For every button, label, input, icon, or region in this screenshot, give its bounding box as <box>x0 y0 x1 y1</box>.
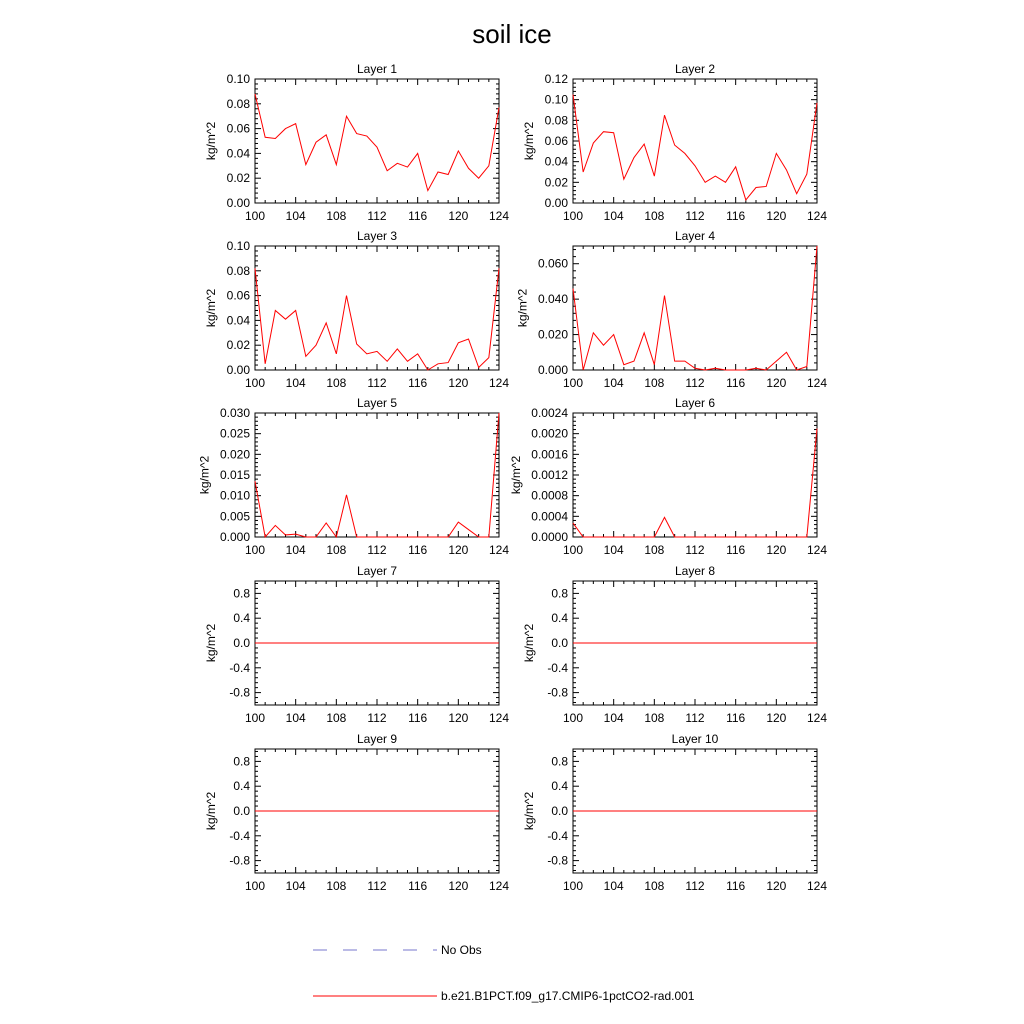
x-tick-label: 108 <box>326 209 347 223</box>
y-tick-label: -0.4 <box>547 660 568 675</box>
x-tick-label: 112 <box>367 711 387 725</box>
x-tick-label: 112 <box>367 879 387 893</box>
x-tick-label: 108 <box>326 879 347 893</box>
x-tick-label: 120 <box>448 711 469 725</box>
x-tick-label: 104 <box>285 543 306 557</box>
y-tick-label: 0.0 <box>551 804 568 818</box>
x-tick-label: 112 <box>367 543 387 557</box>
x-tick-label: 104 <box>285 879 306 893</box>
x-tick-label: 100 <box>244 376 266 390</box>
y-tick-label: 0.08 <box>544 113 568 128</box>
plot-frame <box>255 79 499 203</box>
x-tick-label: 104 <box>603 209 624 223</box>
x-tick-label: 100 <box>244 879 266 893</box>
series-line <box>573 429 817 538</box>
y-tick-label: 0.04 <box>226 146 250 161</box>
x-tick-label: 120 <box>448 879 469 893</box>
x-tick-label: 104 <box>285 209 306 223</box>
plot-frame <box>573 246 817 370</box>
y-tick-label: 0.08 <box>226 96 250 111</box>
y-tick-label: 0.0008 <box>531 488 568 503</box>
x-tick-label: 124 <box>806 376 828 390</box>
x-tick-label: 120 <box>766 543 787 557</box>
panel-title: Layer 5 <box>356 396 398 410</box>
panel-layer-9 <box>204 732 509 893</box>
plot-frame <box>573 413 817 537</box>
y-axis-label: kg/m^2 <box>197 455 212 495</box>
panel-layer-2 <box>522 62 827 223</box>
panel-title: Layer 4 <box>674 229 716 243</box>
x-tick-label: 112 <box>685 711 705 725</box>
panel-grid <box>198 62 828 893</box>
y-tick-label: 0.0020 <box>531 426 568 441</box>
y-tick-label: 0.000 <box>537 363 568 377</box>
y-tick-label: 0.025 <box>219 426 250 441</box>
x-tick-label: 108 <box>644 879 665 893</box>
x-tick-label: 120 <box>766 711 787 725</box>
y-tick-label: 0.00 <box>226 363 250 377</box>
y-tick-label: 0.040 <box>537 292 568 307</box>
legend <box>313 943 695 1003</box>
x-tick-label: 108 <box>326 543 347 557</box>
panel-layer-8 <box>522 564 827 725</box>
x-tick-label: 116 <box>408 711 428 725</box>
x-tick-label: 108 <box>326 376 347 390</box>
x-tick-label: 100 <box>562 209 584 223</box>
y-tick-label: -0.8 <box>229 853 250 868</box>
x-tick-label: 108 <box>644 376 665 390</box>
y-tick-label: 0.0 <box>233 636 250 650</box>
y-tick-label: 0.020 <box>219 447 250 462</box>
y-tick-label: 0.0024 <box>531 406 568 420</box>
y-tick-label: 0.005 <box>219 509 250 524</box>
y-tick-label: 0.000 <box>219 530 250 544</box>
legend-no-obs-label: No Obs <box>441 943 482 957</box>
panel-layer-1 <box>204 62 509 223</box>
y-tick-label: 0.015 <box>219 468 250 482</box>
y-tick-label: -0.8 <box>547 685 568 700</box>
y-tick-label: 0.4 <box>551 779 568 794</box>
x-tick-label: 116 <box>408 209 428 223</box>
x-tick-label: 124 <box>488 209 510 223</box>
y-tick-label: 0.4 <box>233 779 250 794</box>
y-tick-label: 0.0000 <box>531 530 568 544</box>
x-tick-label: 124 <box>806 543 828 557</box>
x-tick-label: 116 <box>726 879 746 893</box>
y-tick-label: 0.8 <box>233 754 250 769</box>
series-line <box>573 246 817 370</box>
panel-layer-3 <box>204 229 509 390</box>
x-tick-label: 104 <box>603 711 624 725</box>
x-tick-label: 124 <box>488 543 510 557</box>
panel-title: Layer 8 <box>674 564 716 578</box>
x-tick-label: 124 <box>806 711 828 725</box>
y-axis-label: kg/m^2 <box>522 121 537 161</box>
x-tick-label: 124 <box>806 209 828 223</box>
x-tick-label: 112 <box>685 543 705 557</box>
panel-title: Layer 2 <box>674 62 716 76</box>
y-tick-label: 0.02 <box>544 175 568 190</box>
panel-layer-4 <box>516 229 828 390</box>
x-tick-label: 100 <box>244 543 266 557</box>
x-tick-label: 108 <box>644 209 665 223</box>
plot-frame <box>573 79 817 203</box>
panel-title: Layer 7 <box>356 564 398 578</box>
x-tick-label: 112 <box>685 209 705 223</box>
x-tick-label: 116 <box>408 543 428 557</box>
x-tick-label: 108 <box>644 711 665 725</box>
x-tick-label: 112 <box>685 376 705 390</box>
x-tick-label: 100 <box>562 376 584 390</box>
x-tick-label: 116 <box>726 711 746 725</box>
legend-model-run-label: b.e21.B1PCT.f09_g17.CMIP6-1pctCO2-rad.001 <box>441 989 695 1003</box>
y-tick-label: 0.8 <box>551 754 568 769</box>
x-tick-label: 104 <box>603 879 624 893</box>
series-line <box>573 95 817 200</box>
x-tick-label: 100 <box>562 879 584 893</box>
y-tick-label: 0.10 <box>226 239 250 253</box>
x-tick-label: 104 <box>285 711 306 725</box>
x-tick-label: 100 <box>244 711 266 725</box>
x-tick-label: 112 <box>685 879 705 893</box>
x-tick-label: 104 <box>285 376 306 390</box>
x-tick-label: 124 <box>806 879 828 893</box>
y-tick-label: 0.06 <box>226 288 250 303</box>
y-axis-label: kg/m^2 <box>204 121 219 161</box>
y-tick-label: 0.06 <box>226 121 250 136</box>
y-tick-label: 0.020 <box>537 327 568 342</box>
x-tick-label: 100 <box>244 209 266 223</box>
y-tick-label: 0.8 <box>551 586 568 601</box>
x-tick-label: 120 <box>448 376 469 390</box>
y-axis-label: kg/m^2 <box>522 623 537 663</box>
panel-title: Layer 10 <box>671 732 719 746</box>
y-tick-label: 0.04 <box>226 313 250 328</box>
panel-title: Layer 3 <box>356 229 398 243</box>
x-tick-label: 108 <box>326 711 347 725</box>
x-tick-label: 120 <box>766 879 787 893</box>
y-tick-label: 0.12 <box>544 72 568 86</box>
y-tick-label: 0.010 <box>219 488 250 503</box>
x-tick-label: 108 <box>644 543 665 557</box>
x-tick-label: 120 <box>766 209 787 223</box>
y-tick-label: 0.060 <box>537 256 568 271</box>
y-tick-label: -0.4 <box>229 660 250 675</box>
y-tick-label: 0.0012 <box>531 468 568 482</box>
x-tick-label: 116 <box>726 209 746 223</box>
y-tick-label: 0.02 <box>226 338 250 353</box>
y-tick-label: 0.0004 <box>531 509 568 524</box>
panel-layer-10 <box>522 732 827 893</box>
panel-title: Layer 9 <box>356 732 398 746</box>
y-tick-label: -0.8 <box>547 853 568 868</box>
y-tick-label: 0.8 <box>233 586 250 601</box>
panel-title: Layer 1 <box>356 62 398 76</box>
y-axis-label: kg/m^2 <box>204 288 219 328</box>
y-axis-label: kg/m^2 <box>508 455 523 495</box>
x-tick-label: 104 <box>603 376 624 390</box>
x-tick-label: 120 <box>448 543 469 557</box>
y-axis-label: kg/m^2 <box>515 288 530 328</box>
x-tick-label: 116 <box>726 376 746 390</box>
x-tick-label: 104 <box>603 543 624 557</box>
plot-frame <box>255 413 499 537</box>
x-tick-label: 116 <box>408 376 428 390</box>
y-tick-label: 0.04 <box>544 154 568 169</box>
y-axis-label: kg/m^2 <box>204 623 219 663</box>
series-line <box>255 94 499 191</box>
y-tick-label: -0.4 <box>547 828 568 843</box>
panel-layer-5 <box>198 396 510 557</box>
x-tick-label: 124 <box>488 711 510 725</box>
y-tick-label: 0.4 <box>233 611 250 626</box>
panel-layer-7 <box>204 564 509 725</box>
y-tick-label: 0.10 <box>544 92 568 107</box>
y-tick-label: 0.10 <box>226 72 250 86</box>
x-tick-label: 116 <box>408 879 428 893</box>
y-axis-label: kg/m^2 <box>204 791 219 831</box>
x-tick-label: 120 <box>448 209 469 223</box>
y-tick-label: 0.0016 <box>531 447 568 462</box>
y-tick-label: 0.0 <box>233 804 250 818</box>
x-tick-label: 112 <box>367 209 387 223</box>
figure-title: soil ice <box>472 19 552 49</box>
series-line <box>255 413 499 537</box>
y-tick-label: -0.8 <box>229 685 250 700</box>
y-tick-label: 0.08 <box>226 263 250 278</box>
x-tick-label: 120 <box>766 376 787 390</box>
y-tick-label: 0.030 <box>219 406 250 420</box>
x-tick-label: 116 <box>726 543 746 557</box>
series-line <box>255 268 499 370</box>
y-tick-label: 0.02 <box>226 171 250 186</box>
y-tick-label: 0.00 <box>544 196 568 210</box>
y-tick-label: 0.06 <box>544 134 568 148</box>
x-tick-label: 124 <box>488 376 510 390</box>
x-tick-label: 100 <box>562 711 584 725</box>
y-tick-label: 0.4 <box>551 611 568 626</box>
y-tick-label: 0.00 <box>226 196 250 210</box>
x-tick-label: 124 <box>488 879 510 893</box>
y-tick-label: -0.4 <box>229 828 250 843</box>
x-tick-label: 112 <box>367 376 387 390</box>
x-tick-label: 100 <box>562 543 584 557</box>
y-tick-label: 0.0 <box>551 636 568 650</box>
panel-layer-6 <box>509 396 828 557</box>
panel-title: Layer 6 <box>674 396 716 410</box>
y-axis-label: kg/m^2 <box>522 791 537 831</box>
